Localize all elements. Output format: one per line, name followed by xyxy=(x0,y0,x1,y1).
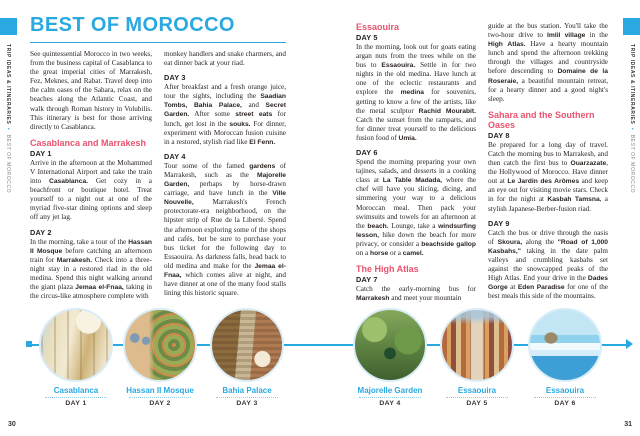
photo-majorelle-garden xyxy=(353,308,427,382)
day-5-label: DAY 5 xyxy=(356,33,378,42)
timeline-stop-day4 xyxy=(344,306,436,407)
day-1-label: DAY 1 xyxy=(30,148,52,158)
day-5-paragraph: In the morning, look out for goats eating argan nuts from the trees while on the bus to Essaouira. Settle in for two nights in the old medina. Have lunch at one of the eclectic restaurants and explore the medina for souvenirs, getting to know a few of the artists, like the metal sculptor Rachid Mourabit. Catch the sunset from the ramparts, and for dinner treat yourself to the delicious fusion food of Umia. xyxy=(356,43,477,142)
day-6-paragraph: Spend the morning preparing your own tajines, salads, and desserts in a cooking class at La Table Madada, where the chef will have you slicing, dicing, and simmering your way to a delicious Moroccan meal. Then pack your swimsuits and towels for an afternoon at the beach. Lounge, take a windsurfing lesson, hike down the beach for more privacy, or consider a beachside gallop on a horse or a camel. xyxy=(356,158,476,257)
day-7-label: DAY 7 xyxy=(356,275,378,285)
itinerary-photo-timeline xyxy=(0,306,640,416)
section-heading-essaouira: Essaouira xyxy=(356,22,400,32)
day-3-paragraph: After breakfast and a fresh orange juice, tour the sights, including the Saadian Tombs, Bahia Palace, and Secret Garden. After some street eats for lunch, get lost in the souks. For dinner, experiment with Moroccan fusion cuisine in a restored, stylish riad like El Fenn. xyxy=(164,83,286,146)
sidebar-chapter-label: TRIP IDEAS & ITINERARIES xyxy=(629,44,635,125)
stop-name: Essaouira xyxy=(545,386,585,395)
page-number-left: 30 xyxy=(8,421,16,428)
day-3-label: DAY 3 xyxy=(164,73,186,83)
section-heading-high-atlas: The High Atlas xyxy=(356,264,419,275)
sidebar-chapter-label: TRIP IDEAS & ITINERARIES xyxy=(5,44,11,125)
stop-day: DAY 4 xyxy=(379,400,401,407)
right-page-columns xyxy=(356,22,608,305)
day-8-label: DAY 8 xyxy=(488,130,510,140)
chapter-color-tab-right xyxy=(623,18,640,35)
photo-casablanca xyxy=(39,308,113,382)
timeline-stop-day1 xyxy=(30,306,122,407)
sidebar-section-label: BEST OF MOROCCO xyxy=(5,134,11,194)
sidebar-left-running-head xyxy=(5,44,11,193)
day-9-paragraph: Catch the bus or drive through the oasis of Skoura, along the "Road of 1,000 Kasbahs," taking in the date palm valleys and crumbling kasbahs set against the snowcapped peaks of the High Atlas. End your drive in the Dades Gorge at Eden Paradise for one of the best meals this side of the mountains. xyxy=(488,228,608,301)
stop-name: Casablanca xyxy=(53,386,99,395)
page-number-right: 31 xyxy=(624,421,632,428)
day-7-paragraph: Catch the early-morning bus for Marrakesh and meet your mountain xyxy=(356,285,476,303)
stop-name: Hassan II Mosque xyxy=(126,386,194,395)
page-title: BEST OF MOROCCO xyxy=(30,14,235,36)
timeline-stop-day3 xyxy=(201,306,293,407)
sidebar-bullet-separator: • xyxy=(5,128,11,131)
photo-essaouira-beach xyxy=(528,308,602,382)
left-page-columns xyxy=(30,50,286,303)
day-2-paragraph: In the morning, take a tour of the Hassan II Mosque before catching an afternoon train for Marrakesh. Check into a three-night stay in a restored riad in the old medina. Spend this night walking around the giant plaza Jemaa el-Fnaa, taking in the circus-like atmosphere complete with xyxy=(30,237,152,301)
text-column-3 xyxy=(356,22,476,305)
stop-day: DAY 2 xyxy=(149,400,171,407)
section-heading-casablanca-marrakesh: Casablanca and Marrakesh xyxy=(30,137,147,148)
page-right xyxy=(356,22,608,305)
stop-name: Essaouira xyxy=(457,386,497,395)
text-column-1 xyxy=(30,50,152,303)
text-column-4 xyxy=(488,22,608,305)
title-rule xyxy=(30,42,286,43)
stop-day: DAY 3 xyxy=(236,400,258,407)
stop-day: DAY 1 xyxy=(65,400,87,407)
stop-dotted-rule xyxy=(45,397,107,398)
sidebar-right-running-head xyxy=(629,44,635,193)
chapter-color-tab-left xyxy=(0,18,17,35)
day-9-label: DAY 9 xyxy=(488,218,510,228)
photo-essaouira-medina xyxy=(440,308,514,382)
intro-paragraph: See quintessential Morocco in two weeks, from the business capital of Casablanca to the great imperial cities of Marrakesh, Fez, Meknes, and Rabat. Travel deep into the calm oases of the Sahara, relax on the beaches along the Atlantic Coast, and walk through Roman history in Volubilis. This itinerary is best for those arriving directly to Casablanca. xyxy=(30,50,152,131)
stop-dotted-rule xyxy=(446,397,508,398)
day-4-paragraph: Tour some of the famed gardens of Marrakesh, such as the Majorelle Garden, perhaps by horse-drawn carriage, and have lunch in the Ville Nouvelle, Marrakesh's French protectorate-era neighborhood, on the hipster strip of Rue de la Liberté. Spend the afternoon exploring some of the shops and cafés, but be sure to purchase your bus ticket for the following day to Essaouira. As darkness falls, head back to old medina and make for the Jemaa el-Fnaa, which comes alive at night, and have dinner at one of the many food stalls lining this historic square. xyxy=(164,161,286,298)
stop-day: DAY 5 xyxy=(466,400,488,407)
text-column-2 xyxy=(164,50,286,303)
stop-dotted-rule xyxy=(129,397,191,398)
stop-name: Majorelle Garden xyxy=(357,386,423,395)
stop-day: DAY 6 xyxy=(554,400,576,407)
stop-dotted-rule xyxy=(534,397,596,398)
day-2-label: DAY 2 xyxy=(30,227,52,237)
stop-dotted-rule xyxy=(359,397,421,398)
stop-dotted-rule xyxy=(216,397,278,398)
day-7-continued-paragraph: guide at the bus station. You'll take the two-hour drive to Imlil village in the High Atlas. Have a hearty mountain lunch and spend the afternoon trekking through the villages and countryside before descending to Domaine de la Roseraie, a beautiful mountain retreat, for a hearty dinner and a good night's sleep. xyxy=(488,22,609,103)
photo-hassan-ii-mosque xyxy=(123,308,197,382)
page-left xyxy=(30,14,286,303)
day-4-label: DAY 4 xyxy=(164,151,186,161)
photo-bahia-palace xyxy=(210,308,284,382)
sidebar-bullet-separator: • xyxy=(629,128,635,131)
day-1-paragraph: Arrive in the afternoon at the Mohammed V International Airport and take the train into Casablanca. Get cozy in a beachfront or boutique hotel. Treat yourself to a night out at one of the myriad five-star dining options and sleep off any jet lag. xyxy=(30,158,152,222)
day-6-label: DAY 6 xyxy=(356,148,378,158)
day-2-continued-paragraph: monkey handlers and snake charmers, and eat dinner back at your riad. xyxy=(164,50,286,68)
section-heading-sahara-oases: Sahara and the Southern Oases xyxy=(488,109,595,130)
timeline-stop-day5 xyxy=(431,306,523,407)
stop-name: Bahia Palace xyxy=(222,386,272,395)
day-8-paragraph: Be prepared for a long day of travel. Catch the morning bus to Marrakesh, and then catch the first bus to Ouarzazate, the Hollywood of Morocco. Have dinner out at Le Jardin des Arômes and keep an eye out for visiting movie stars. Check in for the night at Kasbah Tamsna, a stylish Japanese-Berber-fusion riad. xyxy=(488,140,609,213)
timeline-arrow-icon xyxy=(626,339,633,349)
sidebar-section-label: BEST OF MOROCCO xyxy=(629,134,635,194)
timeline-stop-day2 xyxy=(114,306,206,407)
timeline-stop-day6 xyxy=(519,306,611,407)
